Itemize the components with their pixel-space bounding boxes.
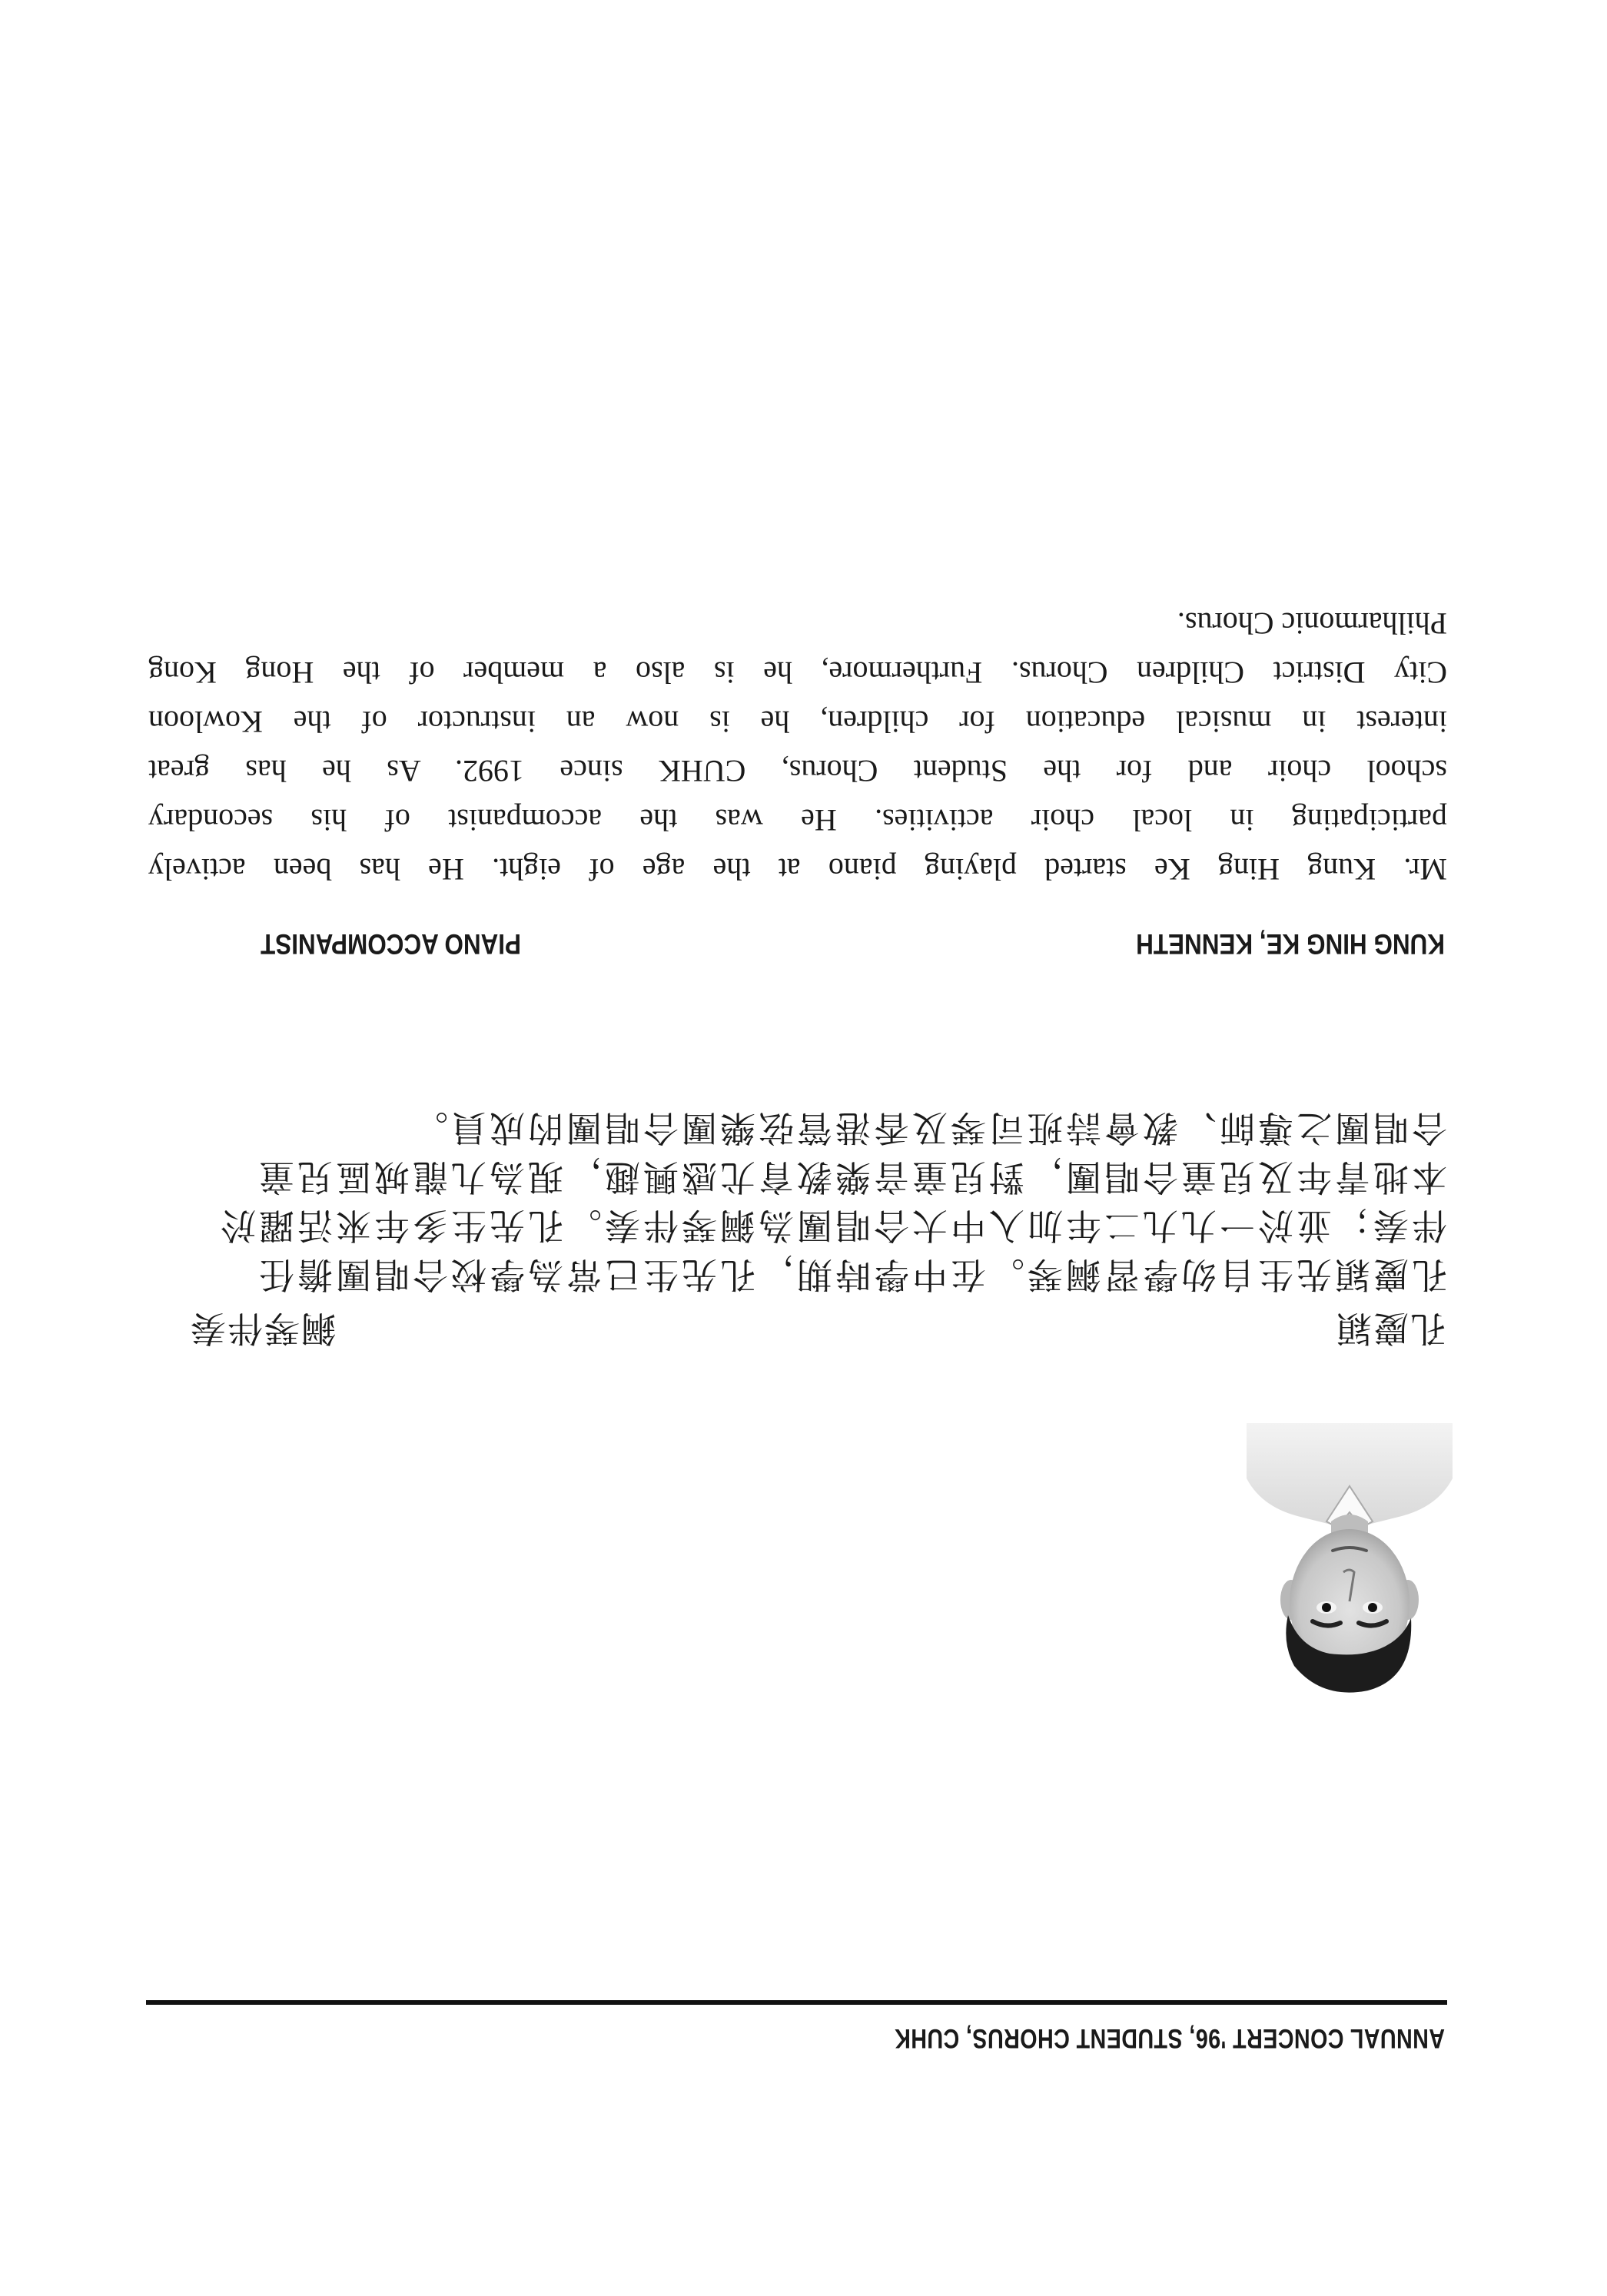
bio-chinese-line: 合唱團之導師、教會詩班司琴及香港管弦樂團合唱團的成員。 <box>410 1108 1447 1148</box>
bio-english-line: Mr. Kung Hing Ke started playing piano at the age of eight. He has been actively <box>148 852 1447 887</box>
bio-english-line: school choir and for the Student Chorus, CUHK since 1992. As he has great <box>148 754 1447 788</box>
role-chinese: 鋼琴伴奏 <box>189 1309 337 1348</box>
name-chinese: 孔慶穎 <box>1335 1309 1446 1348</box>
bio-english-line: Philharmonic Chorus. <box>1177 606 1447 641</box>
bio-chinese-line: 孔慶穎先生自幼學習鋼琴。在中學時期，孔先生已常為學校合唱團擔任 <box>256 1255 1447 1294</box>
portrait-photo <box>1247 1423 1453 1709</box>
bio-chinese <box>148 1103 1447 1299</box>
name-english: KUNG HING KE, KENNETH <box>1136 928 1445 960</box>
bio-english-line: City District Children Chorus. Furthermore, he is also a member of the Hong Kong <box>148 655 1447 690</box>
bio-chinese-line: 本地青年及兒童合唱團，對兒童音樂教育尤感興趣，現為九龍城區兒童 <box>256 1157 1447 1196</box>
bio-english-line: interest in musical education for children, he is now an instructor of the Kowloon <box>148 705 1447 739</box>
bio-english-line: participating in local choir activities. He was the accompanist of his secondary <box>148 803 1447 838</box>
concert-header-title: ANNUAL CONCERT '96, STUDENT CHORUS, CUHK <box>894 2023 1445 2053</box>
header-divider <box>146 2000 1447 2005</box>
role-english: PIANO ACCOMPANIST <box>261 928 521 960</box>
bio-english <box>148 599 1447 894</box>
bio-chinese-line: 伴奏；並於一九九二年加入中大合唱團為鋼琴伴奏。孔先生多年來活躍於 <box>217 1206 1447 1246</box>
